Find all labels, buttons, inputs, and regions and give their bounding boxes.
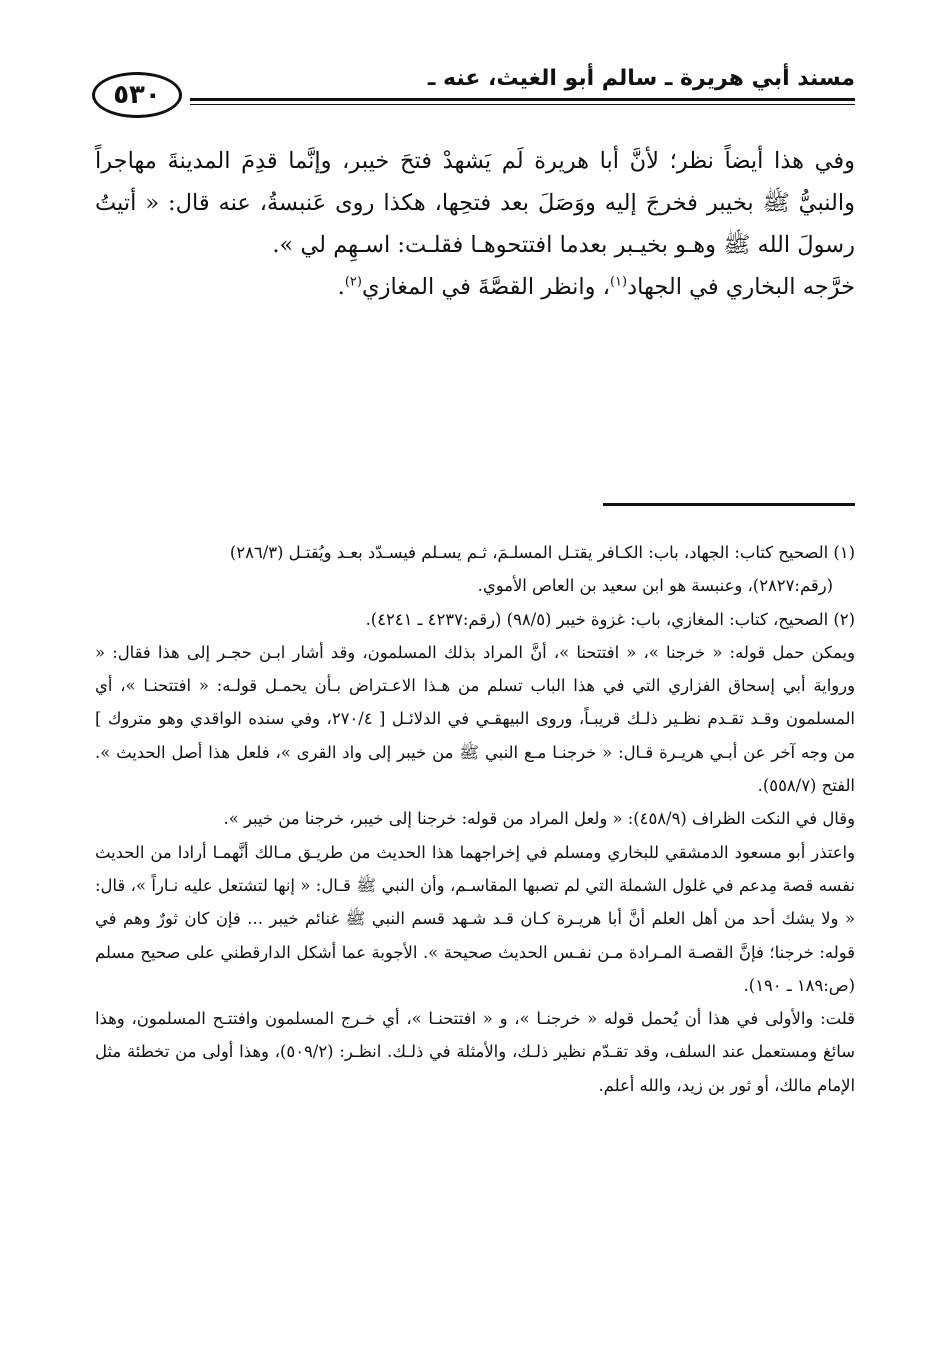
footnote-1-line-2: (رقم:٢٨٢٧)، وعنبسة هو ابن سعيد بن العاص الأموي. (477, 576, 833, 596)
footnote-1-line-1: (١) الصحيح كتاب: الجهاد، باب: الكـافر يقتـل المسلـمَ، ثـم يسـلم فيسـدّد بعـد ويُقتـل (٢٨٦/٣) (229, 543, 855, 562)
last-line-text: خرَّجه البخاري في الجهاد (627, 274, 855, 300)
last-line-end: . (337, 274, 345, 300)
main-paragraph: وفي هذا أيضاً نظر؛ لأنَّ أبا هريرة لَم يَشهدْ فتحَ خيبر، وإنَّما قدِمَ المدينةَ مهاجراً والنبيُّ ﷺ بخيبر فخرجَ إليه ووَصَلَ بعد فتحِها، هكذا روى عَنبسةُ، عنه قال: « أتيتُ رسولَ الله ﷺ وهـو بخيـبر بعدما افتتحوهـا فقلـت: اسـهِم لي ». (95, 148, 855, 258)
main-last-line (95, 266, 855, 308)
footnote-2-line-1: (٢) الصحيح، كتاب: المغازي، باب: غزوة خيبر (٩٨/٥) (رقم:٤٢٣٧ ـ ٤٢٤١). (365, 609, 855, 629)
header-rule-thin (190, 104, 855, 105)
header-rule (190, 98, 855, 101)
footnotes (95, 536, 855, 1102)
footnote-separator (603, 503, 855, 506)
footnote-note-1: ويمكن حمل قوله: « خرجنا »، « افتتحنا »، أنَّ المراد بذلك المسلمون، وقد أشار ابـن حجـر إلى هذا فقال: « ورواية أبي إسحاق الفزاري التي في هذا الباب تسلم من هـذا الاعـتراض بـأن يحمـل قولـه: « افتتحنـا »، أي المسلمون وقـد تقـدم نظـير ذلـك قريبـاً، وروى البيهقـي في الدلائـل [ ٢٧٠/٤، وفي سنده الواقدي وهو متروك ] من وجه آخر عن أبـي هريـرة قـال: « خرجنـا مـع النبي ﷺ من خيبر إلى واد القرى »، فلعل هذا أصل الحديث ». الفتح (٥٥٨/٧). (95, 642, 855, 796)
footnote-note-4: قلت: والأولى في هذا أن يُحمل قوله « خرجنـا »، و « افتتحنـا »، أي خـرج المسلمون وافتتـح المسلمون، وهذا سائغ ومستعمل عند السلف، وقد تقـدّم نظير ذلـك، والأمثلة في ذلـك. انظـر: (٥٠٩/٢)، وهذا أولى من تخطئة مثل الإمام مالك، أو ثور بن زيد، والله أعلم. (95, 1009, 855, 1095)
last-line-mid: ، وانظر القصَّةَ في المغازي (361, 274, 610, 300)
main-text (95, 140, 855, 308)
running-title: مسند أبي هريرة ـ سالم أبو الغيث، عنه ـ (427, 66, 855, 91)
footnote-ref-1: (١) (609, 274, 628, 290)
footnote-ref-2: (٢) (344, 274, 362, 290)
footnote-note-3: واعتذر أبو مسعود الدمشقي للبخاري ومسلم في إخراجهما هذا الحديث من طريـق مـالك أنَّهمـا أرادا من الحديث نفسه قصة مِدعم في غلول الشملة التي لم تصبها المقاسـم، وأن النبي ﷺ قـال: « إنها لتشتعل عليه نـاراً »، قال: « ولا يشك أحد من أهل العلم أنَّ أبا هريـرة كـان قـد شـهد قسم النبي ﷺ غنائم خيبر ... فإن كان ثورٌ وهم في قوله: خرجنا؛ فإنَّ القصـة المـرادة مـن نفـس الحديث صحيحة ». الأجوبة عما أشكل الدارقطني على صحيح مسلم (ص:١٨٩ ـ ١٩٠). (95, 842, 855, 995)
footnote-note-2: وقال في النكت الظراف (٤٥٨/٩): « ولعل المراد من قوله: خرجنا إلى خيبر، خرجنا من خيبر ». (223, 809, 855, 829)
page-number: ٥٣٠ (92, 72, 182, 118)
page-header (80, 62, 855, 124)
